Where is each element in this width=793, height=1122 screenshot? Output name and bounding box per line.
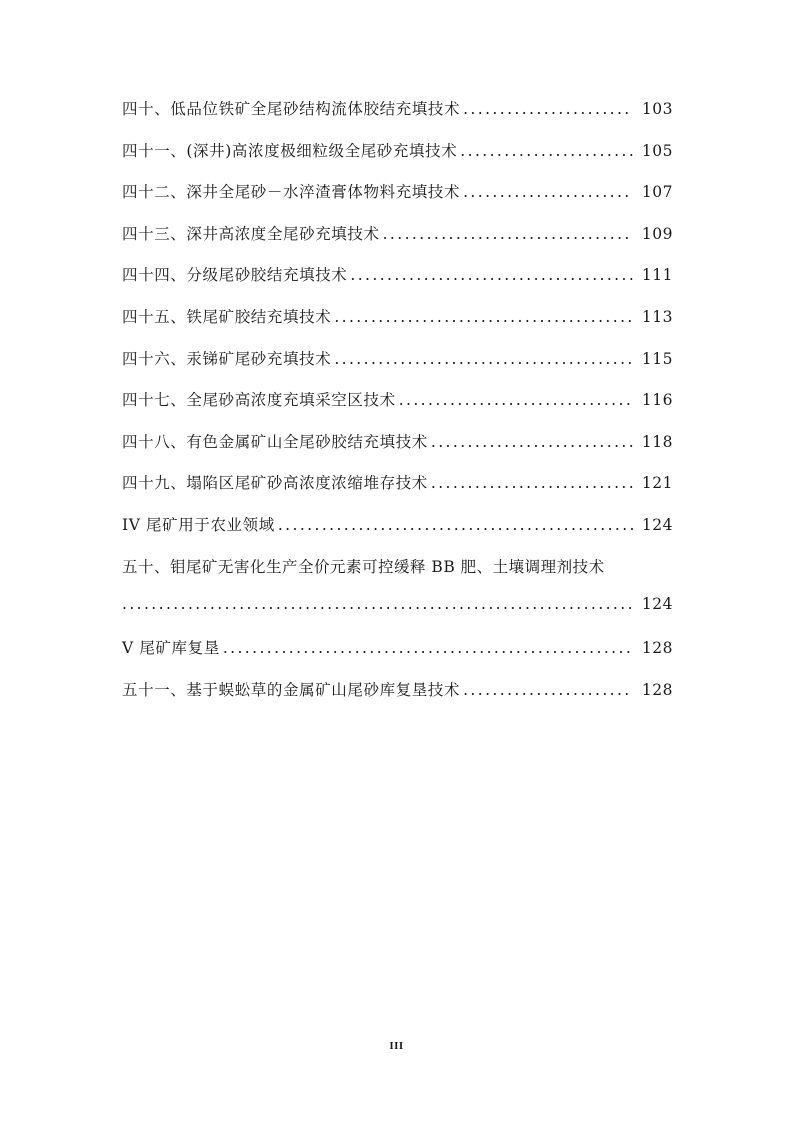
toc-entry-wrapped-first-line[interactable] [122,555,673,595]
toc-entry[interactable] [122,430,673,472]
toc-entry[interactable] [122,139,673,181]
toc-entry-page: 121 [641,474,673,493]
toc-section-entry[interactable] [122,513,673,555]
toc-section-title: IV 尾矿用于农业领域 [122,515,275,534]
toc-entry-page: 109 [641,224,673,243]
toc-entry-title: 五十一、基于蜈蚣草的金属矿山尾砂库复垦技术 [122,680,461,699]
toc-leader-dots [334,350,633,368]
toc-entry-title: 四十八、有色金属矿山全尾砂胶结充填技术 [122,432,428,451]
toc-entry-page: 128 [641,639,673,658]
toc-entry-page: 115 [641,349,673,368]
toc-entry[interactable] [122,471,673,513]
toc-leader-dots [383,225,633,243]
toc-entry-page: 128 [641,680,673,699]
toc-entry-page: 118 [641,432,673,451]
toc-entry-title: 四十五、铁尾矿胶结充填技术 [122,307,332,326]
toc-entry-page: 111 [641,266,673,285]
toc-leader-dots [431,474,633,492]
toc-leader-dots [350,266,633,284]
toc-leader-dots [460,142,633,160]
toc-leader-dots [463,100,633,118]
toc-leader-dots [122,595,633,613]
toc-entry-title: 四十一、(深井)高浓度极细粒级全尾砂充填技术 [122,141,458,160]
toc-entry[interactable] [122,180,673,222]
toc-leader-dots [223,639,633,657]
toc-entry-page: 124 [641,515,673,534]
toc-section-title: V 尾矿库复垦 [122,639,220,658]
toc-entry-title: 四十四、分级尾砂胶结充填技术 [122,266,348,285]
toc-leader-dots [399,391,633,409]
toc-entry-title: 四十二、深井全尾砂－水淬渣膏体物料充填技术 [122,183,461,202]
toc-entry[interactable] [122,678,673,720]
toc-entry-title: 四十九、塌陷区尾矿砂高浓度浓缩堆存技术 [122,474,428,493]
toc-entry-page: 105 [641,141,673,160]
toc-entry[interactable] [122,97,673,139]
toc-leader-dots [463,183,633,201]
toc-entry[interactable] [122,222,673,264]
toc-entry-wrapped-second-line[interactable] [122,595,673,637]
toc-section-entry[interactable] [122,636,673,678]
table-of-contents [122,97,673,719]
toc-entry-title: 四十三、深井高浓度全尾砂充填技术 [122,224,380,243]
toc-entry-title: 四十、低品位铁矿全尾砂结构流体胶结充填技术 [122,100,461,118]
toc-entry-page: 107 [641,183,673,202]
toc-entry-page: 124 [641,594,673,613]
toc-entry[interactable] [122,305,673,347]
toc-entry[interactable] [122,263,673,305]
toc-entry-title: 四十七、全尾砂高浓度充填采空区技术 [122,391,396,410]
toc-leader-dots [278,516,633,534]
toc-entry-page: 113 [641,307,673,326]
toc-leader-dots [431,433,633,451]
toc-leader-dots [334,308,633,326]
page-number-footer: III [389,1040,404,1052]
toc-entry-title: 四十六、汞锑矿尾砂充填技术 [122,349,332,368]
toc-entry-page: 116 [641,391,673,410]
toc-leader-dots [463,681,633,699]
toc-entry[interactable] [122,388,673,430]
toc-entry-page: 103 [641,100,673,118]
toc-entry[interactable] [122,347,673,389]
toc-entry-title: 五十、钼尾矿无害化生产全价元素可控缓释 BB 肥、土壤调理剂技术 [122,557,605,576]
